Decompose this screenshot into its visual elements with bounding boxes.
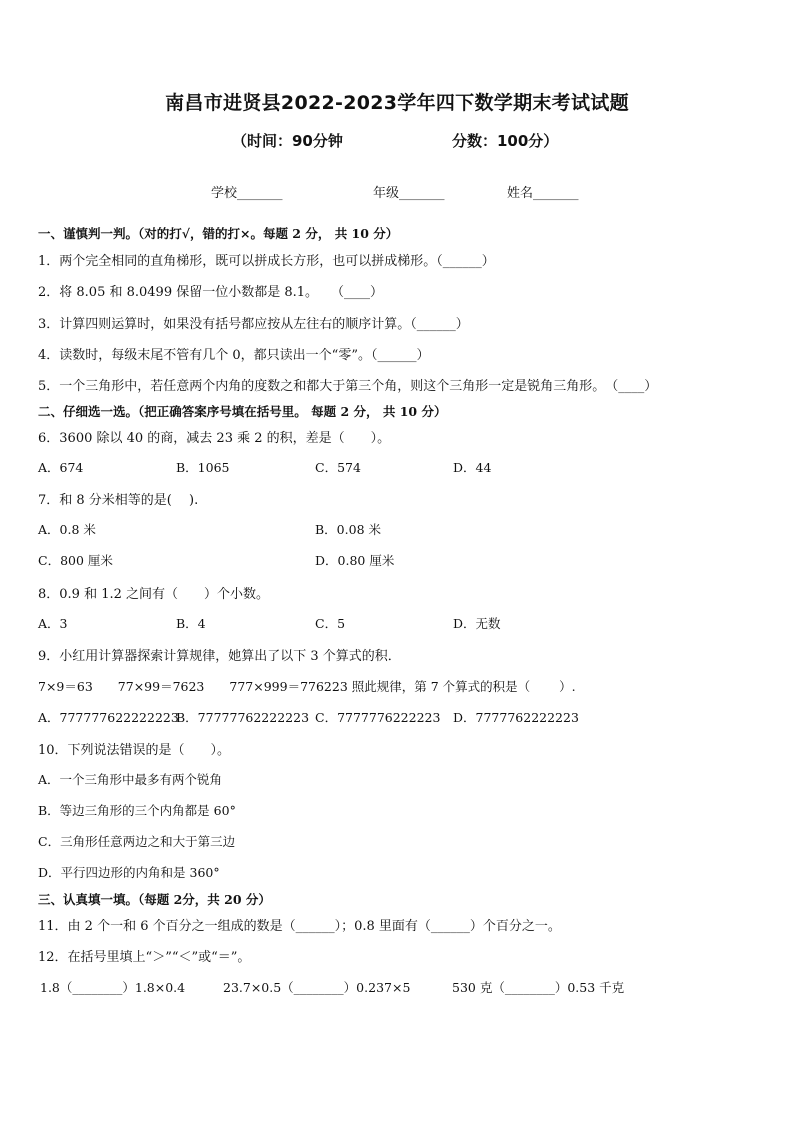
q7-option-c: C．800 厘米 bbox=[38, 553, 113, 568]
name-field: 姓名_______ bbox=[507, 186, 579, 201]
question-8: 8．0.9 和 1.2 之间有（ ）个小数。 bbox=[38, 587, 270, 602]
q6-option-c: C．574 bbox=[315, 460, 361, 475]
school-field: 学校_______ bbox=[211, 186, 283, 201]
question-2: 2．将 8.05 和 8.0499 保留一位小数都是 8.1。 （____） bbox=[38, 285, 384, 300]
section-3-heading: 三、认真填一填。（每题 2分，共 20 分） bbox=[38, 892, 271, 907]
exam-time: （时间：90分钟 bbox=[232, 132, 343, 150]
q9-option-b: B．77777762222223 bbox=[176, 710, 310, 725]
q10-option-c: C．三角形任意两边之和大于第三边 bbox=[38, 834, 236, 849]
q10-option-a: A．一个三角形中最多有两个锐角 bbox=[38, 772, 223, 787]
question-3: 3．计算四则运算时，如果没有括号都应按从左往右的顺序计算。（______） bbox=[38, 317, 469, 332]
section-2-heading: 二、仔细选一选。（把正确答案序号填在括号里。 每题 2 分， 共 10 分） bbox=[38, 404, 447, 419]
q6-option-b: B．1065 bbox=[176, 460, 230, 475]
q9-option-a: A．777777622222223 bbox=[38, 710, 179, 725]
question-7: 7．和 8 分米相等的是( ). bbox=[38, 493, 199, 508]
q10-option-b: B．等边三角形的三个内角都是 60° bbox=[38, 803, 236, 818]
question-12: 12．在括号里填上“＞”“＜”或“＝”。 bbox=[38, 950, 251, 965]
exam-score: 分数：100分） bbox=[452, 132, 559, 150]
question-11: 11．由 2 个一和 6 个百分之一组成的数是（______）；0.8 里面有（______）个百分之一。 bbox=[38, 919, 561, 934]
q7-option-b: B．0.08 米 bbox=[315, 522, 381, 537]
q12-item-2: 23.7×0.5（________）0.237×5 bbox=[223, 980, 411, 995]
q7-option-d: D．0.80 厘米 bbox=[315, 553, 395, 568]
question-9-pattern: 7×9＝63 77×99＝7623 777×999＝776223 照此规律，第 7 个算式的积是（ ）. bbox=[38, 679, 576, 694]
q9-option-d: D．7777762222223 bbox=[453, 710, 579, 725]
question-1: 1．两个完全相同的直角梯形，既可以拼成长方形，也可以拼成梯形。（______） bbox=[38, 254, 495, 269]
q8-option-a: A．3 bbox=[38, 616, 68, 631]
q8-option-d: D．无数 bbox=[453, 616, 501, 631]
q8-option-b: B．4 bbox=[176, 616, 206, 631]
question-6: 6．3600 除以 40 的商，减去 23 乘 2 的积，差是（ ）。 bbox=[38, 431, 391, 446]
question-4: 4．读数时，每级末尾不管有几个 0，都只读出一个“零”。（______） bbox=[38, 348, 430, 363]
q12-item-1: 1.8（________）1.8×0.4 bbox=[40, 980, 186, 995]
q7-option-a: A．0.8 米 bbox=[38, 522, 96, 537]
grade-field: 年级_______ bbox=[373, 186, 445, 201]
page-title: 南昌市进贤县2022-2023学年四下数学期末考试试题 bbox=[165, 92, 629, 114]
question-5: 5．一个三角形中，若任意两个内角的度数之和都大于第三个角，则这个三角形一定是锐角三角形。 （____） bbox=[38, 379, 658, 394]
q6-option-a: A．674 bbox=[38, 460, 84, 475]
q10-option-d: D．平行四边形的内角和是 360° bbox=[38, 865, 220, 880]
q6-option-d: D．44 bbox=[453, 460, 492, 475]
question-9: 9．小红用计算器探索计算规律，她算出了以下 3 个算式的积． bbox=[38, 649, 401, 664]
q9-option-c: C．7777776222223 bbox=[315, 710, 441, 725]
section-1-heading: 一、谨慎判一判。（对的打√，错的打×。每题 2 分， 共 10 分） bbox=[38, 226, 399, 241]
q8-option-c: C．5 bbox=[315, 616, 346, 631]
q12-item-3: 530 克（________）0.53 千克 bbox=[452, 980, 625, 995]
question-10: 10．下列说法错误的是（ ）。 bbox=[38, 743, 231, 758]
